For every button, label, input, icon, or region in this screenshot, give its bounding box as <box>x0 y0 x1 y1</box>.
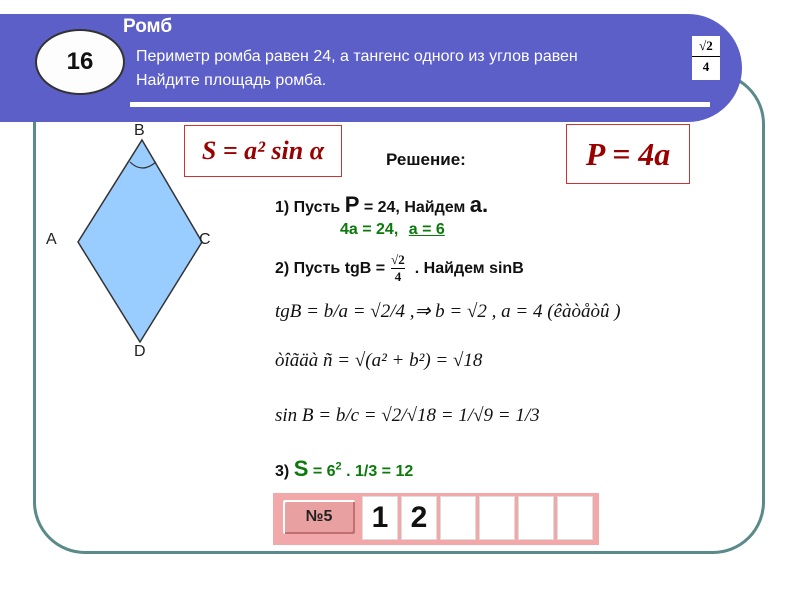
solution-title: Решение: <box>386 150 466 169</box>
step3-power: 2 <box>335 460 342 473</box>
step3-prefix: 3) <box>275 463 290 480</box>
answer-cell[interactable] <box>518 496 554 540</box>
task-text <box>136 45 578 93</box>
step2-fraction <box>391 252 405 285</box>
step-2 <box>275 252 524 285</box>
step1-calc-text: 4a = 24, <box>340 221 399 238</box>
tangent-fraction <box>692 36 720 80</box>
step1-p: P <box>344 192 360 217</box>
task-number-badge: 16 <box>35 29 125 95</box>
topic-title: Ромб <box>123 16 173 37</box>
step3-s: S <box>293 456 309 481</box>
answer-cell[interactable] <box>557 496 593 540</box>
equation-tangent: tgB = b/a = √2/4 ,⇒ b = √2 , a = 4 (êàòåòû ) <box>275 301 621 322</box>
answer-cell[interactable]: 1 <box>362 496 398 540</box>
area-formula-box <box>184 125 342 177</box>
perimeter-formula: P = 4a <box>585 135 671 172</box>
perimeter-formula-box <box>566 124 690 184</box>
task-line-1: Периметр ромба равен 24, а тангенс одного из углов равен <box>136 48 578 65</box>
vertex-c-label: C <box>199 231 211 248</box>
answer-cell[interactable] <box>479 496 515 540</box>
task-line-2: Найдите площадь ромба. <box>136 72 327 89</box>
tangent-denominator: 4 <box>702 59 710 74</box>
tangent-numerator: √2 <box>692 36 720 57</box>
vertex-d-label: D <box>134 343 146 360</box>
step2-prefix: 2) Пусть tgB = <box>275 259 386 277</box>
step3-rest: = 6 <box>312 463 336 480</box>
answer-number-button[interactable]: №5 <box>283 500 355 534</box>
step2-frac-num: √2 <box>391 252 405 267</box>
answer-cell[interactable] <box>440 496 476 540</box>
vertex-a-label: A <box>46 231 57 248</box>
answer-cell[interactable]: 2 <box>401 496 437 540</box>
step-1 <box>275 192 488 218</box>
step1-mid: = 24, Найдем <box>363 199 466 216</box>
step3-end: . 1/3 = 12 <box>346 463 414 480</box>
step1-prefix: 1) Пусть <box>275 199 341 216</box>
equation-sine: sin B = b/c = √2/√18 = 1/√9 = 1/3 <box>275 405 540 426</box>
vertex-b-label: B <box>134 122 145 139</box>
area-formula: S = a² sin α <box>201 136 325 165</box>
step-1-calc <box>340 221 445 239</box>
equation-hypotenuse: òîãäà ñ = √(a² + b²) = √18 <box>275 350 483 371</box>
step2-suffix: . Найдем sinB <box>414 259 524 277</box>
step1-result: a = 6 <box>408 221 445 238</box>
header-divider <box>130 102 710 107</box>
step1-a: a. <box>469 192 489 217</box>
step-3 <box>275 456 413 482</box>
step2-frac-den: 4 <box>394 269 402 284</box>
